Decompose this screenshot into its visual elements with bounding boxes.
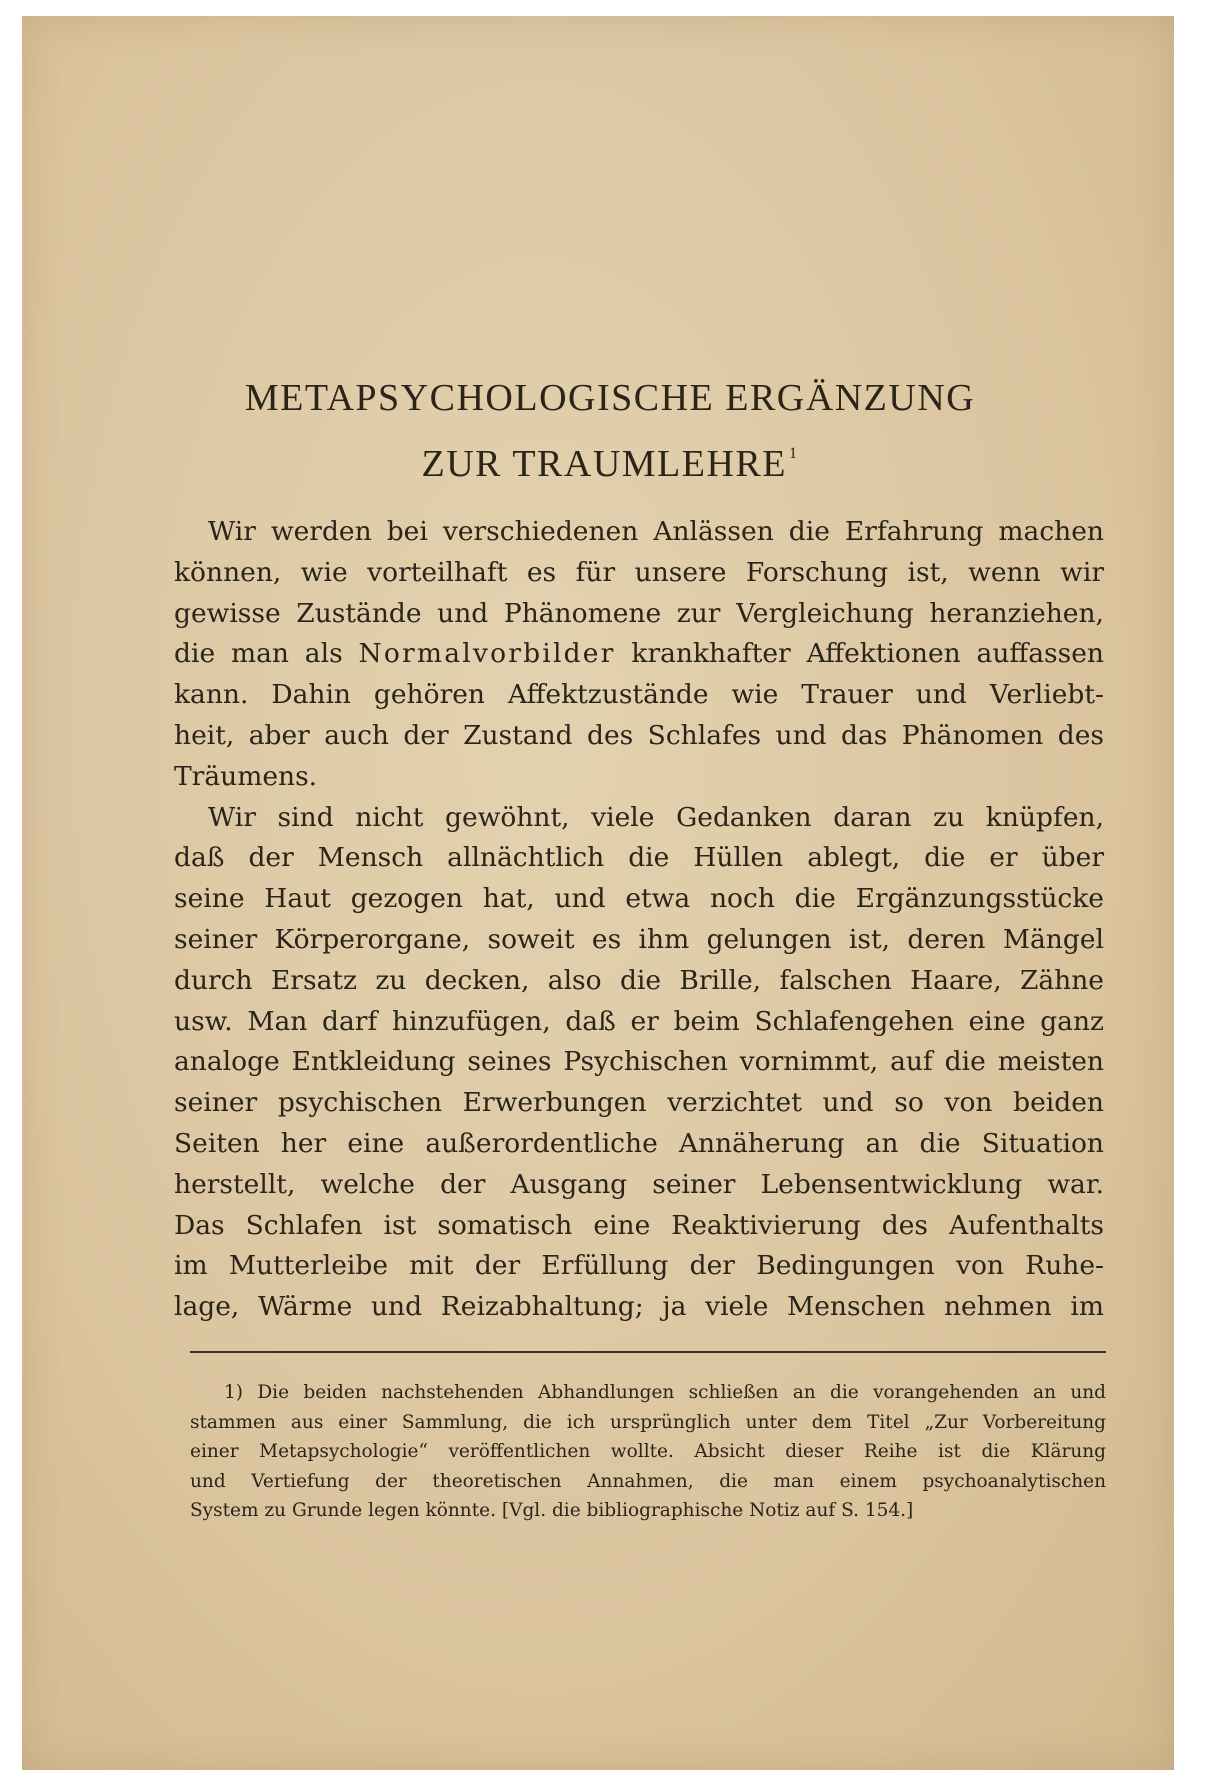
footnote-reference: 1 [788,445,799,462]
footnote-line: stammen aus einer Sammlung, die ich ursprünglich unter dem Titel „Zur Vorbereitung [190,1411,1106,1433]
text-line: kann. Dahin gehören Affektzustände wie Trauer und Verliebt- [174,679,1104,711]
text-line: analoge Entkleidung seines Psychischen vornimmt, auf die meisten [174,1046,1104,1078]
footnote-line: System zu Grunde legen könnte. [Vgl. die bibliographische Notiz auf S. 154.] [190,1500,914,1521]
text-line: Träumens. [174,760,318,792]
text-line: Das Schlafen ist somatisch eine Reaktivierung des Aufenthalts [174,1209,1104,1241]
footnote-marker: 1) [224,1382,243,1403]
text-line: lage, Wärme und Reizabhaltung; ja viele Menschen nehmen im [174,1291,1104,1323]
footnote-line [190,1378,1106,1408]
text-line: seiner psychischen Erwerbungen verzichtet und so von beiden [174,1087,1104,1119]
chapter-title-line-1: METAPSYCHOLOGISCHE ERGÄNZUNG [244,377,976,419]
footnote-line: und Vertiefung der theoretischen Annahmen, die man einem psychoanalytischen [190,1470,1106,1492]
chapter-title-line-2-text: ZUR TRAUMLEHRE [421,443,787,485]
text-line: heit, aber auch der Zustand des Schlafes und das Phänomen des [174,719,1104,751]
text-line: seiner Körperorgane, soweit es ihm gelungen ist, deren Mängel [174,923,1104,955]
emphasized-term: Normalvorbilder [358,638,616,670]
text-line: durch Ersatz zu decken, also die Brille, falschen Haare, Zähne [174,964,1104,996]
chapter-title [130,370,1090,492]
footnote-divider [190,1351,1106,1353]
footnote [190,1378,1106,1526]
text-line: im Mutterleibe mit der Erfüllung der Bedingungen von Ruhe- [174,1250,1104,1282]
text-line: Seiten her eine außerordentliche Annäherung an die Situation [174,1127,1104,1159]
text-line: herstellt, welche der Ausgang seiner Lebensentwicklung war. [174,1168,1104,1200]
text-line: seine Haut gezogen hat, und etwa noch die Ergänzungsstücke [174,883,1104,915]
text-fragment: krankhafter Affektionen auffassen [631,638,1104,670]
footnote-text: Die beiden nachstehenden Abhandlungen schließen an die vorangehenden an und [257,1382,1106,1403]
text-line: Wir werden bei verschiedenen Anlässen die Erfahrung machen [208,516,1104,547]
chapter-title-line-2 [130,426,1090,492]
text-line: usw. Man darf hinzufügen, daß er beim Schlafengehen eine ganz [174,1005,1104,1037]
text-fragment: die man als [174,638,343,670]
body-text [174,512,1104,1328]
text-line: Wir sind nicht gewöhnt, viele Gedanken daran zu knüpfen, [208,801,1104,833]
text-line [174,634,1104,675]
text-line: daß der Mensch allnächtlich die Hüllen ablegt, die er über [174,842,1104,874]
text-line: können, wie vorteilhaft es für unsere Forschung ist, wenn wir [174,556,1104,588]
paragraph-2 [174,798,1104,1328]
paragraph-1 [174,512,1104,798]
footnote-line: einer Metapsychologie“ veröffentlichen wollte. Absicht dieser Reihe ist die Klärung [190,1441,1106,1462]
text-line: gewisse Zustände und Phänomene zur Vergleichung heranziehen, [174,597,1104,629]
